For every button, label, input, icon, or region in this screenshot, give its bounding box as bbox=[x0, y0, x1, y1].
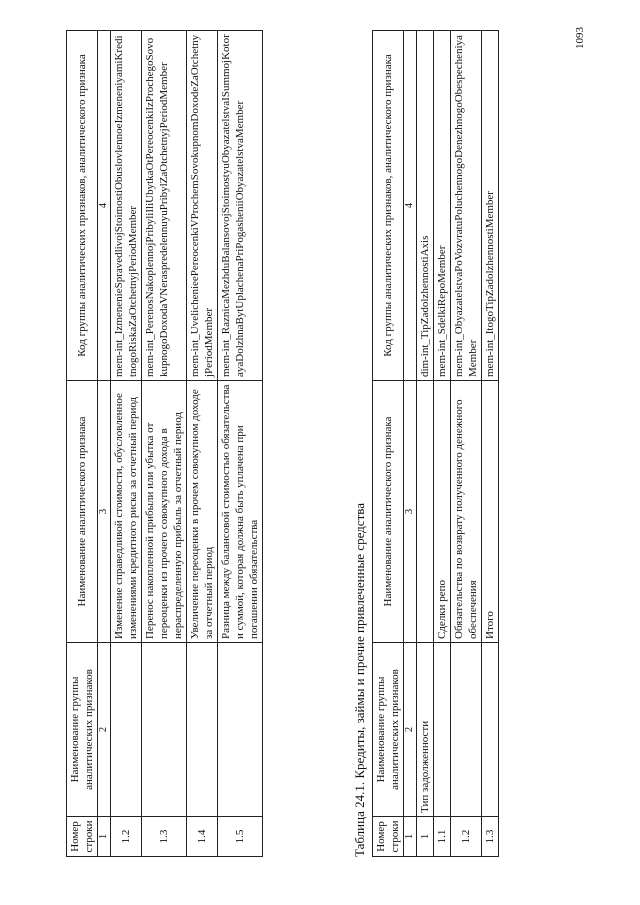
header-group-name: Наименование группы аналитических признаков bbox=[67, 643, 98, 817]
column-index: 4 bbox=[404, 31, 417, 381]
code-cell: mem-int_ItogoTipZadolzhennostiMember bbox=[482, 31, 499, 381]
table-row bbox=[417, 31, 434, 857]
header-feature-name: Наименование аналитического признака bbox=[373, 381, 404, 643]
code-cell: mem-int_UvelichenieePereocenkiVProchemSovokupnomDoxodeZaOtchetnyjPeriodMember bbox=[187, 31, 218, 381]
group-name-cell: Тип задолженности bbox=[417, 643, 434, 817]
column-index: 1 bbox=[98, 817, 111, 857]
row-number: 1 bbox=[417, 817, 434, 857]
analytic-features-table-continued bbox=[66, 30, 263, 857]
credits-loans-table bbox=[372, 30, 499, 857]
group-name-cell bbox=[451, 643, 482, 817]
header-code: Код группы аналитических признаков, аналитического признака bbox=[373, 31, 404, 381]
group-name-cell bbox=[111, 643, 142, 817]
code-cell: dim-int_TipZadolzhennostiAxis bbox=[417, 31, 434, 381]
column-index-row bbox=[98, 31, 111, 857]
table-header-row bbox=[373, 31, 404, 857]
column-index: 1 bbox=[404, 817, 417, 857]
feature-name-cell: Изменение справедливой стоимости, обусловленное изменениями кредитного риска за отчетный период bbox=[111, 381, 142, 643]
table-header-row bbox=[67, 31, 98, 857]
code-cell: mem-int_ObyazatelstvaPoVozvratuPoluchennogoDenezhnogoObespecheniyaMember bbox=[451, 31, 482, 381]
group-name-cell bbox=[434, 643, 451, 817]
code-cell: mem-int_RaznicaMezhduBalansovojStoimostyuObyazatelstvaISummojKotorayaDolzhnaBytUplachenaPriPogasheniiObyazatelstvaMember bbox=[218, 31, 263, 381]
row-number: 1.4 bbox=[187, 817, 218, 857]
table-row bbox=[434, 31, 451, 857]
column-index: 2 bbox=[404, 643, 417, 817]
group-name-cell bbox=[482, 643, 499, 817]
row-number: 1.2 bbox=[111, 817, 142, 857]
column-index-row bbox=[404, 31, 417, 857]
column-index: 4 bbox=[98, 31, 111, 381]
table-row bbox=[142, 31, 187, 857]
code-cell: mem-int_SdelkiRepoMember bbox=[434, 31, 451, 381]
feature-name-cell: Увеличение переоценки в прочем совокупном доходе за отчетный период bbox=[187, 381, 218, 643]
feature-name-cell bbox=[417, 381, 434, 643]
column-index: 2 bbox=[98, 643, 111, 817]
code-cell: mem-int_PerenosNakoplennojPribyliIliUbytkaOtPereocenkiIzProchegoSovokupnogoDoxodaVNeraspredelennuyuPribylZaOtchetnyjPeriodMember bbox=[142, 31, 187, 381]
header-group-name: Наименование группы аналитических признаков bbox=[373, 643, 404, 817]
table-row bbox=[451, 31, 482, 857]
header-row-number: Номер строки bbox=[373, 817, 404, 857]
code-cell: mem-int_IzmenenieSpravedlivojStoimostiObuslovlennoeIzmeneniyamiKreditnogoRiskaZaOtchetnyjPeriodMember bbox=[111, 31, 142, 381]
feature-name-cell: Итого bbox=[482, 381, 499, 643]
group-name-cell bbox=[142, 643, 187, 817]
feature-name-cell: Обязательства по возврату полученного денежного обеспечения bbox=[451, 381, 482, 643]
row-number: 1.2 bbox=[451, 817, 482, 857]
row-number: 1.3 bbox=[142, 817, 187, 857]
page-number: 1093 bbox=[574, 27, 586, 49]
header-row-number: Номер строки bbox=[67, 817, 98, 857]
feature-name-cell: Перенос накопленной прибыли или убытка от переоценки из прочего совокупного дохода в нераспределенную прибыль за отчетный период bbox=[142, 381, 187, 643]
table-row bbox=[187, 31, 218, 857]
column-index: 3 bbox=[404, 381, 417, 643]
row-number: 1.1 bbox=[434, 817, 451, 857]
group-name-cell bbox=[218, 643, 263, 817]
column-index: 3 bbox=[98, 381, 111, 643]
table-caption: Таблица 24.1. Кредиты, займы и прочие привлеченные средства bbox=[352, 503, 367, 857]
header-feature-name: Наименование аналитического признака bbox=[67, 381, 98, 643]
header-code: Код группы аналитических признаков, аналитического признака bbox=[67, 31, 98, 381]
table-row bbox=[482, 31, 499, 857]
table-row bbox=[218, 31, 263, 857]
feature-name-cell: Разница между балансовой стоимостью обязательства и суммой, которая должна быть уплачена при погашении обязательства bbox=[218, 381, 263, 643]
row-number: 1.5 bbox=[218, 817, 263, 857]
table-row bbox=[111, 31, 142, 857]
group-name-cell bbox=[187, 643, 218, 817]
row-number: 1.3 bbox=[482, 817, 499, 857]
feature-name-cell: Сделки репо bbox=[434, 381, 451, 643]
